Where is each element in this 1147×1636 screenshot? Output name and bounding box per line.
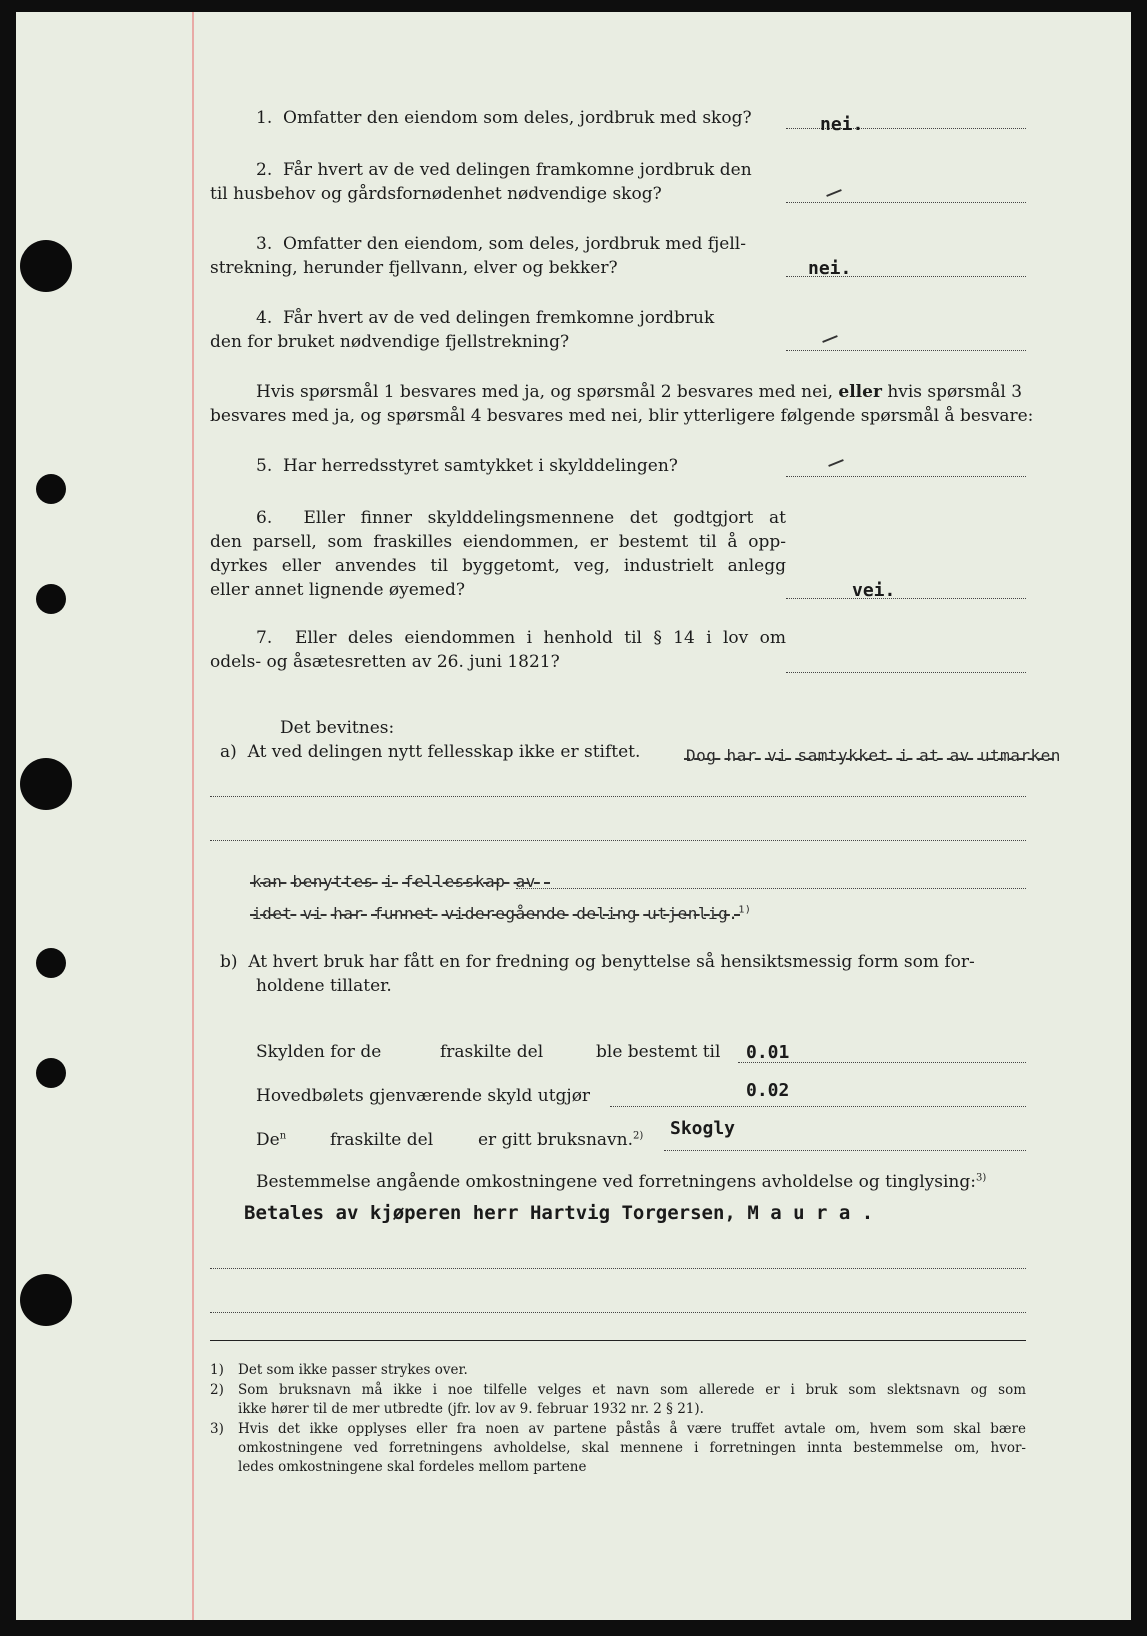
- punch-hole: [20, 240, 72, 292]
- question-2-line-2: til husbehov og gårdsfornødenhet nødvendige skog?: [210, 184, 662, 204]
- question-5: 5. Har herredsstyret samtykket i skylddelingen?: [256, 456, 678, 476]
- question-1: 1. Omfatter den eiendom som deles, jordbruk med skog?: [256, 108, 752, 128]
- footnote-1-mark: 1): [210, 1362, 224, 1378]
- question-6-line-2: den parsell, som fraskilles eiendommen, er bestemt til å opp-: [210, 532, 786, 552]
- strikethrough: [250, 882, 550, 884]
- punch-hole: [36, 584, 66, 614]
- question-3-line-2: strekning, herunder fjellvann, elver og bekker?: [210, 258, 618, 278]
- document-page: [16, 12, 1131, 1620]
- footnote-3-mark: 3): [210, 1421, 224, 1437]
- certify-heading: Det bevitnes:: [280, 718, 395, 738]
- skyld-label-3a: De$^n$: [256, 1130, 287, 1150]
- question-4-line-1: 4. Får hvert av de ved delingen fremkomne jordbruk: [256, 308, 715, 328]
- punch-hole: [36, 474, 66, 504]
- skyld-label-3b: fraskilte del: [330, 1130, 434, 1150]
- punch-hole: [36, 948, 66, 978]
- skyld-line-3: [664, 1150, 1026, 1151]
- blank-line: [210, 1312, 1026, 1313]
- answer-line-7: [786, 672, 1026, 673]
- struck-text-3: idet vi har funnet videregående deling utjenlig.$^{1)}$: [252, 904, 752, 923]
- skyld-value-1: 0.01: [746, 1042, 790, 1063]
- skyld-label-3c: er gitt bruksnavn.$^{2)}$: [478, 1130, 644, 1150]
- punch-hole: [20, 1274, 72, 1326]
- question-4-line-2: den for bruket nødvendige fjellstrekning?: [210, 332, 570, 352]
- instruction-line-1: Hvis spørsmål 1 besvares med ja, og spørsmål 2 besvares med nei, eller hvis spørsmål 3: [256, 382, 1023, 402]
- margin-line: [192, 12, 194, 1620]
- struck-text-2: kan benyttes i fellesskap av: [252, 872, 536, 891]
- answer-line-5: [786, 476, 1026, 477]
- instruction-line-2: besvares med ja, og spørsmål 4 besvares med nei, blir ytterligere følgende spørsmål å besvare:: [210, 406, 1034, 426]
- costs-value: Betales av kjøperen herr Hartvig Torgersen, M a u r a .: [244, 1202, 874, 1224]
- question-3-line-1: 3. Omfatter den eiendom, som deles, jordbruk med fjell-: [256, 234, 746, 254]
- question-6-line-4: eller annet lignende øyemed?: [210, 580, 465, 600]
- footnote-3-text-2: omkostningene ved forretningens avholdelse, skal mennene i forretningen innta bestemmelse om, hvor-: [238, 1440, 1026, 1456]
- answer-6: vei.: [852, 580, 896, 601]
- certify-b-line-2: holdene tillater.: [256, 976, 392, 996]
- answer-line-6: [786, 598, 1026, 599]
- certify-a: a) At ved delingen nytt fellesskap ikke er stiftet.: [220, 742, 641, 762]
- skyld-label-1: Skylden for de: [256, 1042, 382, 1062]
- answer-tick-mark: [826, 189, 842, 197]
- footnote-3-text-1: Hvis det ikke opplyses eller fra noen av partene påstås å være truffet avtale om, hvem som skal bære: [238, 1421, 1026, 1437]
- answer-1: nei.: [820, 114, 864, 135]
- certify-b-line-1: b) At hvert bruk har fått en for fredning og benyttelse så hensiktsmessig form som for-: [220, 952, 975, 972]
- punch-hole: [36, 1058, 66, 1088]
- blank-line: [210, 1268, 1026, 1269]
- footnote-3-text-3: ledes omkostningene skal fordeles mellom partene: [238, 1459, 587, 1475]
- footnote-2-mark: 2): [210, 1382, 224, 1398]
- footnote-separator: [210, 1340, 1026, 1341]
- footnote-1-text: Det som ikke passer strykes over.: [238, 1362, 468, 1378]
- question-7-line-2: odels- og åsætesretten av 26. juni 1821?: [210, 652, 560, 672]
- skyld-label-1b: fraskilte del: [440, 1042, 544, 1062]
- blank-line: [516, 888, 1026, 889]
- skyld-label-1c: ble bestemt til: [596, 1042, 721, 1062]
- question-6-line-3: dyrkes eller anvendes til byggetomt, veg, industrielt anlegg: [210, 556, 786, 576]
- skyld-value-3: Skogly: [670, 1118, 736, 1139]
- answer-3: nei.: [808, 258, 852, 279]
- answer-tick-mark: [828, 459, 844, 467]
- question-6-line-1: 6. Eller finner skylddelingsmennene det godtgjort at: [256, 508, 786, 528]
- answer-line-4: [786, 350, 1026, 351]
- skyld-label-2: Hovedbølets gjenværende skyld utgjør: [256, 1086, 591, 1106]
- strikethrough: [684, 758, 1054, 760]
- strikethrough: [250, 914, 740, 916]
- answer-line-2: [786, 202, 1026, 203]
- question-2-line-1: 2. Får hvert av de ved delingen framkomne jordbruk den: [256, 160, 752, 180]
- footnote-2-text-2: ikke hører til de mer utbredte (jfr. lov av 9. februar 1932 nr. 2 § 21).: [238, 1401, 704, 1417]
- blank-line: [210, 796, 1026, 797]
- skyld-value-2: 0.02: [746, 1080, 790, 1101]
- answer-tick-mark: [822, 335, 838, 343]
- punch-hole: [20, 758, 72, 810]
- skyld-line-2: [610, 1106, 1026, 1107]
- struck-text-a: Dog har vi samtykket i at av utmarken: [686, 746, 1061, 765]
- costs-label: Bestemmelse angående omkostningene ved forretningens avholdelse og tinglysing:$^{3)}$: [256, 1172, 987, 1192]
- blank-line: [210, 840, 1026, 841]
- question-7-line-1: 7. Eller deles eiendommen i henhold til § 14 i lov om: [256, 628, 786, 648]
- footnote-2-text-1: Som bruksnavn må ikke i noe tilfelle velges et navn som allerede er i bruk som slektsnavn og som: [238, 1382, 1026, 1398]
